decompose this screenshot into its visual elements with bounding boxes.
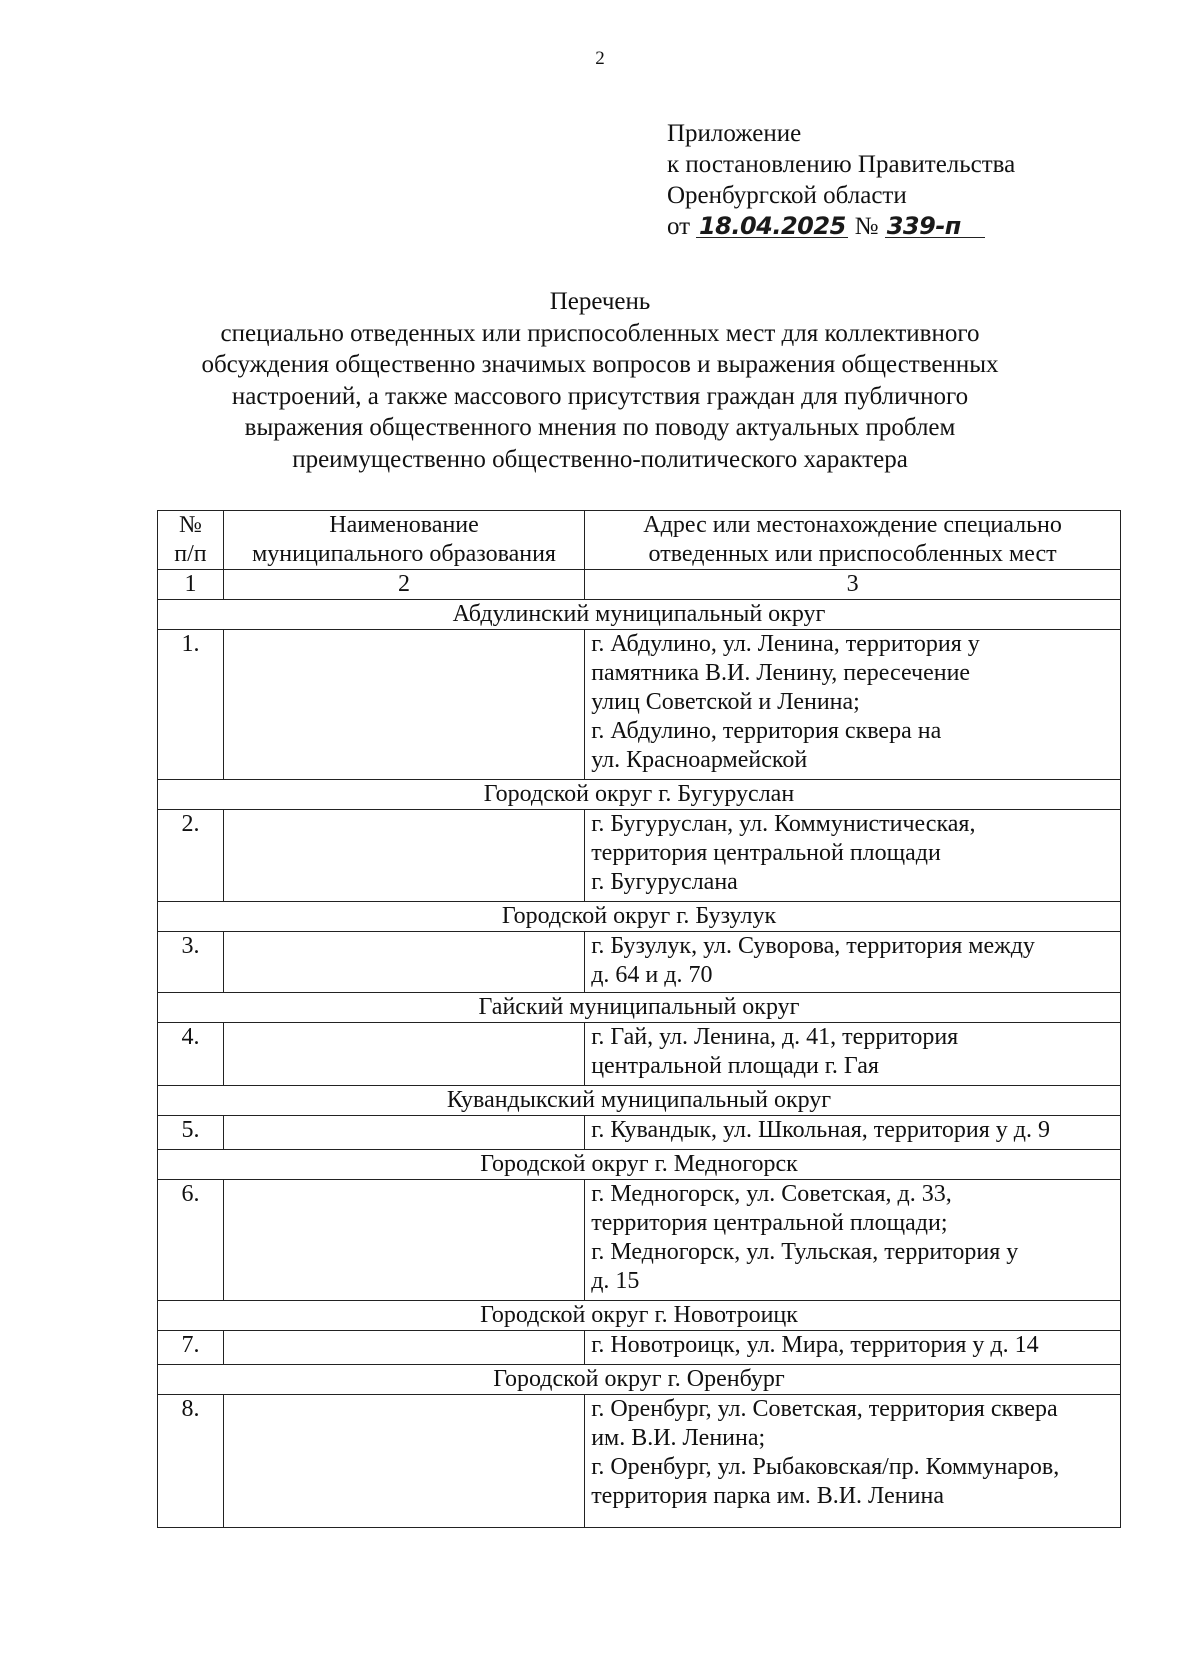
- header-address-line: отведенных или приспособленных мест: [648, 541, 1057, 567]
- header-address: [585, 511, 1121, 570]
- row-number: 2.: [158, 810, 224, 902]
- table-row: [158, 1023, 1121, 1086]
- title-line: обсуждения общественно значимых вопросов и выражения общественных: [201, 351, 999, 378]
- address-line: г. Бугуруслана: [591, 869, 738, 895]
- row-municipality: [223, 810, 584, 902]
- document-title: [0, 286, 1200, 475]
- header-no-line: п/п: [174, 541, 207, 567]
- row-municipality: [223, 1023, 584, 1086]
- number-label: №: [854, 213, 879, 240]
- header-name-line: муниципального образования: [252, 541, 556, 567]
- row-address: [585, 810, 1121, 902]
- address-line: г. Бузулук, ул. Суворова, территория между: [591, 933, 1035, 959]
- appendix-line-2: к постановлению Правительства: [667, 151, 1016, 178]
- column-number: 3: [585, 570, 1121, 600]
- row-municipality: [223, 1116, 584, 1150]
- address-line: центральной площади г. Гая: [591, 1053, 879, 1079]
- address-line: ул. Красноармейской: [591, 747, 808, 773]
- header-no-line: №: [178, 512, 202, 538]
- row-address: [585, 1331, 1121, 1365]
- section-row: [158, 1365, 1121, 1395]
- page-number: 2: [595, 48, 605, 69]
- section-row: [158, 993, 1121, 1023]
- address-line: улиц Советской и Ленина;: [591, 689, 860, 715]
- address-line: г. Медногорск, ул. Советская, д. 33,: [591, 1181, 952, 1207]
- address-line: территория центральной площади;: [591, 1210, 948, 1236]
- section-row: [158, 1086, 1121, 1116]
- section-row: [158, 1301, 1121, 1331]
- address-line: г. Гай, ул. Ленина, д. 41, территория: [591, 1024, 959, 1050]
- row-address: [585, 1180, 1121, 1301]
- row-municipality: [223, 630, 584, 780]
- address-line: г. Новотроицк, ул. Мира, территория у д. 14: [591, 1332, 1039, 1358]
- section-title: Гайский муниципальный округ: [158, 993, 1121, 1023]
- row-municipality: [223, 932, 584, 993]
- title-line: преимущественно общественно-политического характера: [292, 445, 908, 473]
- table-row: [158, 1116, 1121, 1150]
- address-line: г. Абдулино, территория сквера на: [591, 718, 942, 744]
- header-address-line: Адрес или местонахождение специально: [643, 512, 1062, 538]
- section-title: Городской округ г. Бугуруслан: [158, 780, 1121, 810]
- row-municipality: [223, 1331, 584, 1365]
- column-number-row: [158, 570, 1121, 600]
- address-line: территория парка им. В.И. Ленина: [591, 1483, 944, 1509]
- address-line: г. Кувандык, ул. Школьная, территория у д. 9: [591, 1117, 1050, 1143]
- from-label: от: [667, 213, 691, 240]
- row-number: 6.: [158, 1180, 224, 1301]
- row-number: 4.: [158, 1023, 224, 1086]
- row-number: 8.: [158, 1395, 224, 1528]
- row-address: [585, 1116, 1121, 1150]
- section-row: [158, 600, 1121, 630]
- row-municipality: [223, 1180, 584, 1301]
- table-header-row: [158, 511, 1121, 570]
- address-line: им. В.И. Ленина;: [591, 1425, 766, 1451]
- header-no: [158, 511, 224, 570]
- row-municipality: [223, 1395, 584, 1528]
- address-line: г. Оренбург, ул. Рыбаковская/пр. Коммунаров,: [591, 1454, 1060, 1480]
- row-address: [585, 932, 1121, 993]
- address-line: г. Оренбург, ул. Советская, территория сквера: [591, 1396, 1058, 1422]
- handwritten-date: 18.04.2025: [696, 215, 848, 238]
- title-line: специально отведенных или приспособленных мест для коллективного: [220, 319, 980, 347]
- handwritten-number: 339-п: [885, 215, 985, 238]
- appendix-date-line: [667, 211, 1015, 242]
- table-row: [158, 810, 1121, 902]
- address-line: д. 15: [591, 1268, 640, 1294]
- header-name: [223, 511, 584, 570]
- section-title: Кувандыкский муниципальный округ: [158, 1086, 1121, 1116]
- section-title: Городской округ г. Медногорск: [158, 1150, 1121, 1180]
- address-line: памятника В.И. Ленину, пересечение: [591, 660, 971, 686]
- section-title: Городской округ г. Новотроицк: [158, 1301, 1121, 1331]
- table-row: [158, 1331, 1121, 1365]
- appendix-line-3: Оренбургской области: [667, 182, 907, 209]
- places-table: [157, 510, 1121, 1528]
- row-number: 7.: [158, 1331, 224, 1365]
- address-line: д. 64 и д. 70: [591, 962, 713, 988]
- appendix-line-1: Приложение: [667, 120, 802, 147]
- row-address: [585, 630, 1121, 780]
- appendix-block: [667, 118, 1015, 242]
- title-line: выражения общественного мнения по поводу актуальных проблем: [244, 414, 956, 441]
- section-row: [158, 1150, 1121, 1180]
- row-number: 3.: [158, 932, 224, 993]
- section-title: Городской округ г. Оренбург: [158, 1365, 1121, 1395]
- section-title: Городской округ г. Бузулук: [158, 902, 1121, 932]
- title-line: настроений, а также массового присутствия граждан для публичного: [231, 382, 969, 410]
- title-heading: Перечень: [549, 288, 651, 315]
- section-row: [158, 780, 1121, 810]
- address-line: г. Медногорск, ул. Тульская, территория у: [591, 1239, 1019, 1265]
- header-name-line: Наименование: [329, 512, 479, 538]
- row-address: [585, 1023, 1121, 1086]
- table-row: [158, 1180, 1121, 1301]
- table-row: [158, 630, 1121, 780]
- row-number: 5.: [158, 1116, 224, 1150]
- section-title: Абдулинский муниципальный округ: [158, 600, 1121, 630]
- address-line: территория центральной площади: [591, 840, 941, 866]
- column-number: 2: [223, 570, 584, 600]
- address-line: г. Абдулино, ул. Ленина, территория у: [591, 631, 980, 657]
- address-line: г. Бугуруслан, ул. Коммунистическая,: [591, 811, 976, 837]
- row-address: [585, 1395, 1121, 1528]
- row-number: 1.: [158, 630, 224, 780]
- column-number: 1: [158, 570, 224, 600]
- table-row: [158, 1395, 1121, 1528]
- section-row: [158, 902, 1121, 932]
- table-row: [158, 932, 1121, 993]
